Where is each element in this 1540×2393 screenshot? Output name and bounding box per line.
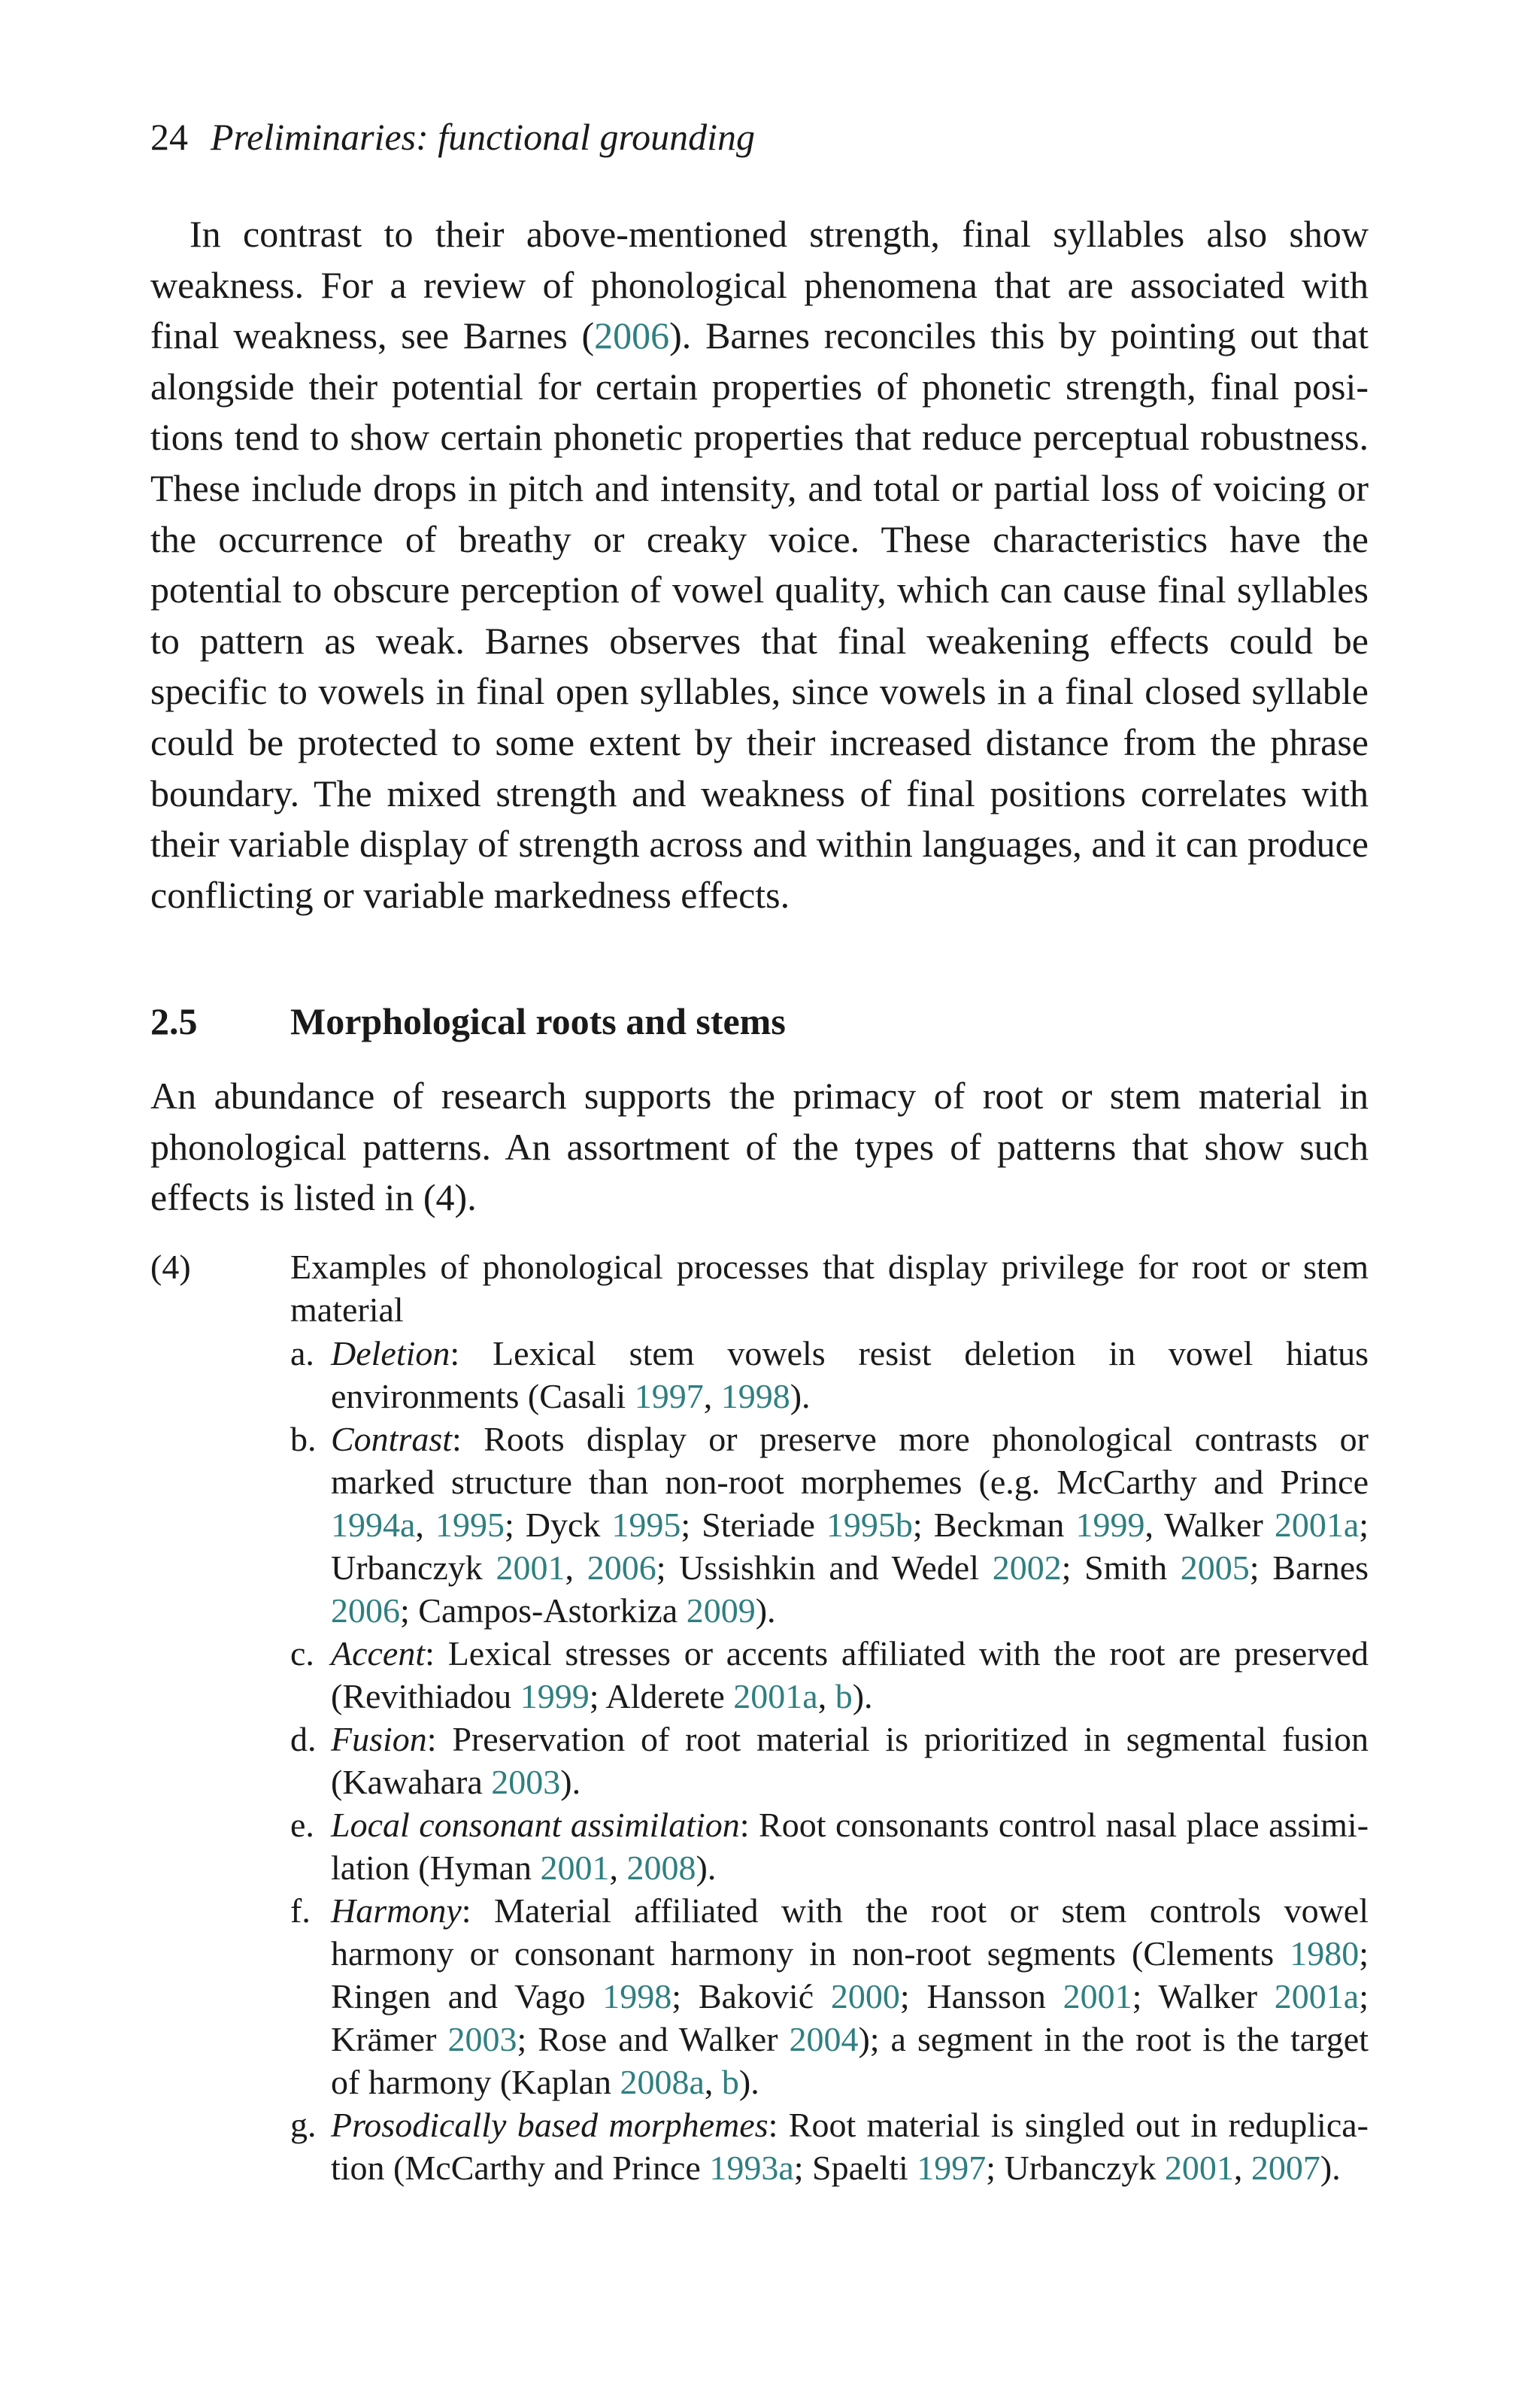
citation-link[interactable]: 2001a <box>1274 1977 1360 2015</box>
item-term: Prosodically based morphemes <box>331 2106 768 2144</box>
item-term: Accent <box>331 1634 426 1673</box>
item-label: d. <box>290 1720 317 1758</box>
item-label: g. <box>290 2106 317 2144</box>
example-item-deletion: a. Deletion: Lexical stem vowels resist deletion in vowel hiatus environments (Casali 1997, 1998). <box>290 1332 1369 1418</box>
citation-link[interactable]: 2004 <box>789 2020 859 2058</box>
citation-link[interactable]: 2003 <box>447 2020 517 2058</box>
page-number: 24 <box>150 116 188 158</box>
citation-link[interactable]: 1995 <box>611 1506 681 1544</box>
citation-link[interactable]: 2006 <box>331 1591 400 1630</box>
citation-link[interactable]: b <box>721 2063 739 2101</box>
example-intro: Examples of phonological processes that display privilege for root or stem material <box>290 1248 1369 1329</box>
paragraph-final-weakness: In contrast to their above-mentioned strength, final syllables also show weakness. For a review of phonological phenomena that are associated with final weakness, see Barnes (2006). Barnes reconciles this by pointing out that alongside their potential for certain properties of phonetic strength, final positions tend to show certain phonetic properties that reduce perceptual robustness. These include drops in pitch and intensity, and total or partial loss of voicing or the occurrence of breathy or creaky voice. These characteristics have the potential to obscure perception of vowel quality, which can cause final syllables to pattern as weak. Barnes observes that final weakening effects could be specific to vowels in final open syllables, since vowels in a final closed syllable could be protected to some extent by their increased distance from the phrase boundary. The mixed strength and weakness of final positions correlates with their variable display of strength across and within languages, and it can produce conflicting or variable markedness effects. <box>150 213 1369 916</box>
citation-link[interactable]: 2001 <box>540 1849 610 1887</box>
citation-link[interactable]: 1995b <box>826 1506 913 1544</box>
example-list <box>290 1332 1369 2189</box>
citation-link[interactable]: 2008 <box>626 1849 696 1887</box>
citation-link[interactable]: 1998 <box>602 1977 672 2015</box>
citation-link[interactable]: 1999 <box>1075 1506 1145 1544</box>
citation-link[interactable]: 1995 <box>435 1506 505 1544</box>
citation-link[interactable]: 2007 <box>1250 2149 1320 2187</box>
item-term: Fusion <box>331 1720 427 1758</box>
citation-link[interactable]: 2001 <box>496 1548 565 1587</box>
citation-link[interactable]: 2006 <box>594 314 670 357</box>
item-label: b. <box>290 1420 317 1458</box>
citation-link[interactable]: 2005 <box>1180 1548 1250 1587</box>
example-item-accent: c. Accent: Lexical stresses or accents affiliated with the root are preserved (Revithiadou 1999; Alderete 2001a, b). <box>290 1632 1369 1718</box>
item-label: e. <box>290 1806 314 1844</box>
example-number: (4) <box>150 1248 191 1286</box>
example-item-harmony: f. Harmony: Material affiliated with the root or stem controls vowel harmony or consonant harmony in non-root segments (Clements 1980; Ringen and Vago 1998; Baković 2000; Hansson 2001; Walker 2001a; Krämer 2003; Rose and Walker 2004); a segment in the root is the target of harmony (Kaplan 2008a, b). <box>290 1889 1369 2103</box>
citation-link[interactable]: 2003 <box>491 1763 561 1801</box>
item-label: a. <box>290 1334 314 1372</box>
citation-link[interactable]: 1998 <box>720 1377 790 1415</box>
example-item-prosodic-morphemes: g. Prosodically based morphemes: Root material is singled out in reduplication (McCarthy and Prince 1993a; Spaelti 1997; Urbanczyk 2001, 2007). <box>290 2103 1369 2189</box>
citation-link[interactable]: 2008a <box>620 2063 705 2101</box>
citation-link[interactable]: 2000 <box>830 1977 900 2015</box>
citation-link[interactable]: 2001 <box>1063 1977 1132 2015</box>
section-title: Morphological roots and stems <box>290 1000 786 1042</box>
section-heading <box>150 997 786 1045</box>
example-item-fusion: d. Fusion: Preservation of root material is prioritized in segmental fusion (Kawahara 2003). <box>290 1718 1369 1803</box>
example-item-local-assimilation: e. Local consonant assimilation: Root consonants control nasal place assimilation (Hyman 2001, 2008). <box>290 1803 1369 1889</box>
citation-link[interactable]: 2001 <box>1164 2149 1234 2187</box>
item-term: Deletion <box>331 1334 450 1372</box>
citation-link[interactable]: 2006 <box>587 1548 656 1587</box>
citation-link[interactable]: 1997 <box>917 2149 987 2187</box>
item-term: Contrast <box>331 1420 453 1458</box>
running-header <box>150 113 755 161</box>
citation-link[interactable]: 1993a <box>709 2149 794 2187</box>
item-term: Local consonant assimilation <box>331 1806 740 1844</box>
citation-link[interactable]: 1997 <box>634 1377 704 1415</box>
citation-link[interactable]: 2002 <box>992 1548 1062 1587</box>
citation-link[interactable]: 2001a <box>733 1677 818 1715</box>
section-number: 2.5 <box>150 1000 198 1042</box>
citation-link[interactable]: b <box>835 1677 853 1715</box>
citation-link[interactable]: 1980 <box>1290 1934 1360 1973</box>
example-item-contrast: b. Contrast: Roots display or preserve more phonological contrasts or marked structure than non-root morphemes (e.g. McCarthy and Prince 1994a, 1995; Dyck 1995; Steriade 1995b; Beckman 1999, Walker 2001a; Urbanczyk 2001, 2006; Ussishkin and Wedel 2002; Smith 2005; Barnes 2006; Campos-Astorkiza 2009). <box>290 1418 1369 1632</box>
citation-link[interactable]: 1994a <box>331 1506 416 1544</box>
item-label: c. <box>290 1634 314 1673</box>
citation-link[interactable]: 2009 <box>686 1591 756 1630</box>
paragraph-roots-stems: An abundance of research supports the primacy of root or stem material in phonological patterns. An assortment of the types of patterns that show such effects is listed in (4). <box>150 1075 1369 1219</box>
running-title: Preliminaries: functional grounding <box>211 116 756 158</box>
citation-link[interactable]: 1999 <box>520 1677 590 1715</box>
item-label: f. <box>290 1891 311 1930</box>
item-term: Harmony <box>331 1891 462 1930</box>
citation-link[interactable]: 2001a <box>1274 1506 1360 1544</box>
